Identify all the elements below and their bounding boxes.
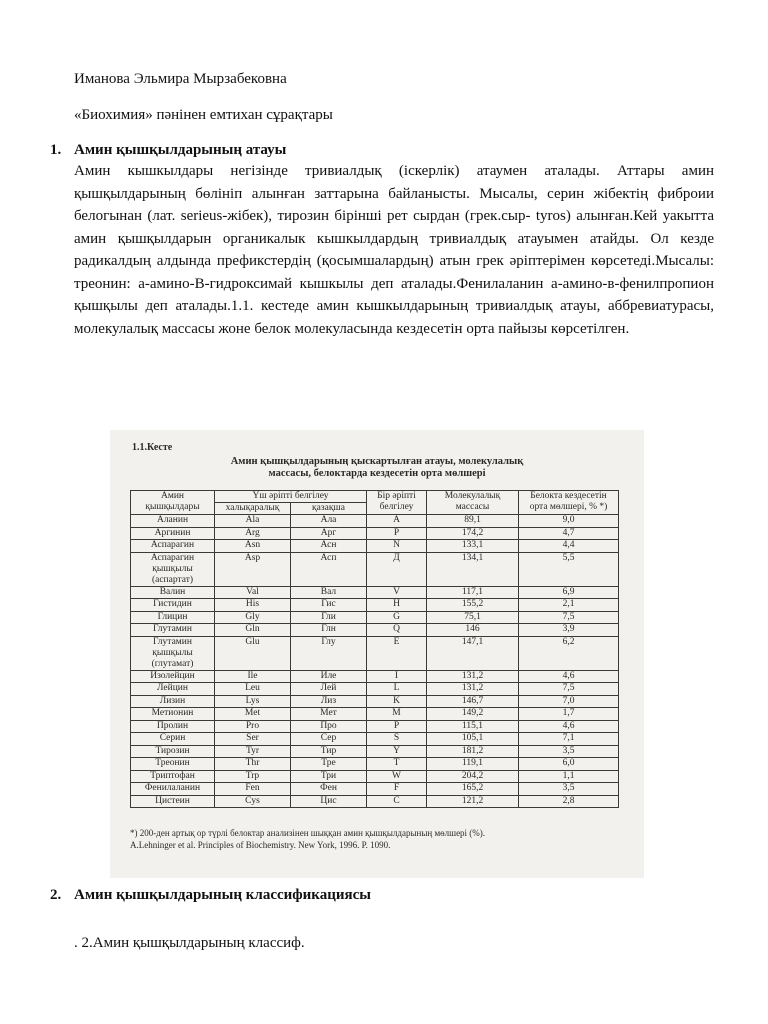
header-protein-content: Белокта кездесетін орта мөлшері, % *) <box>519 491 619 515</box>
cell-international: Tyr <box>215 745 291 758</box>
cell-kazakh: Ала <box>291 515 367 528</box>
cell-protein-pct: 6,9 <box>519 586 619 599</box>
document-subject: «Биохимия» пәнінен емтихан сұрақтары <box>74 107 333 123</box>
cell-one-letter: T <box>367 758 427 771</box>
table-row <box>131 527 619 540</box>
table-row <box>131 683 619 696</box>
cell-amino-acid: Аргинин <box>131 527 215 540</box>
cell-protein-pct: 4,6 <box>519 720 619 733</box>
table-row <box>131 695 619 708</box>
cell-protein-pct: 6,0 <box>519 758 619 771</box>
cell-kazakh: Иле <box>291 670 367 683</box>
cell-kazakh: Гли <box>291 611 367 624</box>
cell-kazakh: Тре <box>291 758 367 771</box>
header-kazakh: қазақша <box>291 503 367 515</box>
cell-protein-pct: 5,5 <box>519 552 619 586</box>
cell-mass: 117,1 <box>427 586 519 599</box>
section-2-heading <box>50 884 371 906</box>
cell-international: Leu <box>215 683 291 696</box>
cell-international: Val <box>215 586 291 599</box>
cell-kazakh: Сер <box>291 733 367 746</box>
cell-amino-acid: Валин <box>131 586 215 599</box>
cell-protein-pct: 4,4 <box>519 540 619 553</box>
table-row <box>131 758 619 771</box>
cell-one-letter: P <box>367 527 427 540</box>
cell-one-letter: A <box>367 515 427 528</box>
cell-protein-pct: 7,5 <box>519 611 619 624</box>
table-row <box>131 783 619 796</box>
cell-kazakh: Лиз <box>291 695 367 708</box>
cell-international: Fen <box>215 783 291 796</box>
cell-one-letter: Д <box>367 552 427 586</box>
cell-amino-acid: Треонин <box>131 758 215 771</box>
cell-mass: 75,1 <box>427 611 519 624</box>
table-row <box>131 745 619 758</box>
table-source: A.Lehninger et al. Principles of Biochemistry. New York, 1996. P. 1090. <box>130 840 391 850</box>
cell-one-letter: Q <box>367 624 427 637</box>
cell-amino-acid: Цистеин <box>131 795 215 808</box>
cell-kazakh: Мет <box>291 708 367 721</box>
cell-international: Glu <box>215 636 291 670</box>
table-row <box>131 624 619 637</box>
table-row <box>131 720 619 733</box>
section-1-heading <box>50 139 286 161</box>
section-title: Амин қышқылдарының классификациясы <box>74 887 371 903</box>
table-row <box>131 611 619 624</box>
cell-amino-acid: Глутамин <box>131 624 215 637</box>
table-row <box>131 795 619 808</box>
cell-amino-acid: Аланин <box>131 515 215 528</box>
cell-mass: 105,1 <box>427 733 519 746</box>
cell-amino-acid: Глутамин қышқылы (глутамат) <box>131 636 215 670</box>
amino-acid-table <box>130 490 619 808</box>
cell-mass: 155,2 <box>427 599 519 612</box>
cell-protein-pct: 7,1 <box>519 733 619 746</box>
scanned-table-image <box>110 430 644 878</box>
cell-mass: 134,1 <box>427 552 519 586</box>
cell-international: Asp <box>215 552 291 586</box>
cell-amino-acid: Аспарагин қышқылы (аспартат) <box>131 552 215 586</box>
cell-international: Arg <box>215 527 291 540</box>
cell-kazakh: Глу <box>291 636 367 670</box>
section-title: Амин қышқылдарының атауы <box>74 142 287 158</box>
cell-kazakh: Асн <box>291 540 367 553</box>
cell-international: Thr <box>215 758 291 771</box>
header-amino-acids: Амин қышқылдары <box>131 491 215 515</box>
table-caption: 1.1.Кесте <box>132 442 173 453</box>
cell-kazakh: Арг <box>291 527 367 540</box>
cell-international: Cys <box>215 795 291 808</box>
cell-kazakh: Глн <box>291 624 367 637</box>
cell-one-letter: K <box>367 695 427 708</box>
table-row <box>131 515 619 528</box>
cell-mass: 89,1 <box>427 515 519 528</box>
section-2-body: . 2.Амин қышқылдарының классиф. <box>74 935 305 951</box>
cell-kazakh: Три <box>291 770 367 783</box>
cell-one-letter: F <box>367 783 427 796</box>
cell-mass: 147,1 <box>427 636 519 670</box>
cell-international: Pro <box>215 720 291 733</box>
cell-protein-pct: 3,5 <box>519 745 619 758</box>
table-row <box>131 636 619 670</box>
section-number: 2. <box>50 887 62 903</box>
cell-protein-pct: 7,5 <box>519 683 619 696</box>
cell-protein-pct: 7,0 <box>519 695 619 708</box>
table-row <box>131 599 619 612</box>
cell-protein-pct: 2,8 <box>519 795 619 808</box>
table-footnote: *) 200-ден артық ор түрлі белоктар анализінен шыққан амин қышқылдарының мөлшері (%). <box>130 828 486 838</box>
cell-amino-acid: Серин <box>131 733 215 746</box>
section-number: 1. <box>50 142 62 158</box>
cell-mass: 121,2 <box>427 795 519 808</box>
table-body <box>131 515 619 808</box>
cell-mass: 133,1 <box>427 540 519 553</box>
cell-one-letter: L <box>367 683 427 696</box>
author-name: Иманова Эльмира Мырзабековна <box>74 71 287 87</box>
cell-kazakh: Вал <box>291 586 367 599</box>
cell-amino-acid: Глицин <box>131 611 215 624</box>
cell-protein-pct: 3,9 <box>519 624 619 637</box>
cell-mass: 131,2 <box>427 670 519 683</box>
cell-international: Asn <box>215 540 291 553</box>
header-international: халықаралық <box>215 503 291 515</box>
header-molecular-mass: Молекулалық массасы <box>427 491 519 515</box>
header-one-letter: Бір әріпті белгілеу <box>367 491 427 515</box>
cell-international: Ser <box>215 733 291 746</box>
cell-kazakh: Лей <box>291 683 367 696</box>
cell-one-letter: P <box>367 720 427 733</box>
cell-protein-pct: 1,1 <box>519 770 619 783</box>
cell-international: Ala <box>215 515 291 528</box>
cell-mass: 174,2 <box>427 527 519 540</box>
cell-protein-pct: 1,7 <box>519 708 619 721</box>
cell-international: His <box>215 599 291 612</box>
cell-international: Ile <box>215 670 291 683</box>
section-1-body: Амин кышкылдары негізінде тривиалдық (іскерлік) атаумен аталады. Аттары амин қышқылдарының бөлініп алынған заттарына байланысты. Мысалы, серин жібектің фиброии белогынан (лат. serieus-жібек), тирозин бірінші рет сырдан (грек.сыр- tyros) алынған.Кей уакытта амин қышқылдарын органикалык кышкылдардың тривиалдық атауымен атайды. Ол кезде радикалдың алдында префикстердің (қосымшалардың) атын грек әріптерімен көрсетеді.Мысалы: треонин: а-амино-В-гидроксимай кышкылы деп аталады.Фенилаланин а-амино-в-фенилпропион қышқылы деп аталады.1.1. кестеде амин кышкылдарының тривиалдық атауы, аббревиатурасы, молекулалық массасы жоне белок молекуласында кездесетін орта пайызы көрсетілген. <box>74 163 714 337</box>
cell-international: Gln <box>215 624 291 637</box>
table-row <box>131 670 619 683</box>
cell-protein-pct: 3,5 <box>519 783 619 796</box>
cell-one-letter: W <box>367 770 427 783</box>
cell-international: Lys <box>215 695 291 708</box>
cell-international: Gly <box>215 611 291 624</box>
cell-kazakh: Гис <box>291 599 367 612</box>
table-title-line-1: Амин қышқылдарының қыскартылған атауы, молекулалық <box>230 456 524 467</box>
cell-one-letter: E <box>367 636 427 670</box>
table-row <box>131 708 619 721</box>
cell-amino-acid: Лейцин <box>131 683 215 696</box>
cell-amino-acid: Аспарагин <box>131 540 215 553</box>
cell-amino-acid: Тирозин <box>131 745 215 758</box>
cell-amino-acid: Гистидин <box>131 599 215 612</box>
cell-mass: 119,1 <box>427 758 519 771</box>
cell-amino-acid: Пролин <box>131 720 215 733</box>
cell-one-letter: M <box>367 708 427 721</box>
cell-international: Trp <box>215 770 291 783</box>
cell-one-letter: S <box>367 733 427 746</box>
cell-mass: 146 <box>427 624 519 637</box>
cell-protein-pct: 2,1 <box>519 599 619 612</box>
table-row <box>131 540 619 553</box>
table-row <box>131 552 619 586</box>
table-title-line-2: массасы, белоктарда кездесетін орта мөлшері <box>268 468 486 479</box>
cell-mass: 181,2 <box>427 745 519 758</box>
cell-protein-pct: 4,7 <box>519 527 619 540</box>
cell-international: Met <box>215 708 291 721</box>
cell-kazakh: Цис <box>291 795 367 808</box>
cell-kazakh: Тир <box>291 745 367 758</box>
cell-protein-pct: 9,0 <box>519 515 619 528</box>
cell-mass: 146,7 <box>427 695 519 708</box>
header-three-letter: Үш әріпті белгілеу <box>215 491 367 503</box>
cell-mass: 149,2 <box>427 708 519 721</box>
cell-mass: 204,2 <box>427 770 519 783</box>
cell-kazakh: Про <box>291 720 367 733</box>
cell-amino-acid: Лизин <box>131 695 215 708</box>
cell-amino-acid: Триптофан <box>131 770 215 783</box>
cell-one-letter: C <box>367 795 427 808</box>
cell-kazakh: Асп <box>291 552 367 586</box>
cell-mass: 165,2 <box>427 783 519 796</box>
table-header-row <box>131 491 619 503</box>
cell-mass: 131,2 <box>427 683 519 696</box>
cell-kazakh: Фен <box>291 783 367 796</box>
cell-one-letter: I <box>367 670 427 683</box>
cell-one-letter: Y <box>367 745 427 758</box>
cell-amino-acid: Изолейцин <box>131 670 215 683</box>
table-row <box>131 733 619 746</box>
cell-one-letter: N <box>367 540 427 553</box>
table-row <box>131 770 619 783</box>
cell-one-letter: G <box>367 611 427 624</box>
cell-mass: 115,1 <box>427 720 519 733</box>
cell-protein-pct: 6,2 <box>519 636 619 670</box>
cell-protein-pct: 4,6 <box>519 670 619 683</box>
cell-amino-acid: Метионин <box>131 708 215 721</box>
cell-amino-acid: Фенилаланин <box>131 783 215 796</box>
cell-one-letter: H <box>367 599 427 612</box>
cell-one-letter: V <box>367 586 427 599</box>
table-row <box>131 586 619 599</box>
